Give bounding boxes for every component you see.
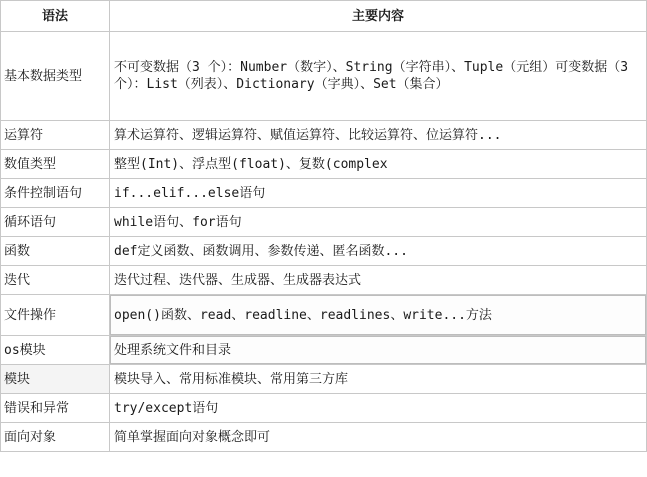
table-row xyxy=(1,423,647,452)
table-row xyxy=(1,150,647,179)
row-syntax: 数值类型 xyxy=(1,150,110,179)
row-syntax: 函数 xyxy=(1,237,110,266)
header-syntax: 语法 xyxy=(1,1,110,32)
row-content: def定义函数、函数调用、参数传递、匿名函数... xyxy=(110,237,647,266)
row-syntax: 运算符 xyxy=(1,121,110,150)
row-content: while语句、for语句 xyxy=(110,208,647,237)
row-content: 算术运算符、逻辑运算符、赋值运算符、比较运算符、位运算符... xyxy=(110,121,647,150)
row-syntax: os模块 xyxy=(1,336,110,365)
row-syntax: 条件控制语句 xyxy=(1,179,110,208)
row-syntax: 文件操作 xyxy=(1,295,110,336)
row-syntax: 循环语句 xyxy=(1,208,110,237)
row-syntax: 模块 xyxy=(1,365,110,394)
header-row xyxy=(1,1,647,32)
row-syntax: 错误和异常 xyxy=(1,394,110,423)
table-row xyxy=(1,266,647,295)
row-content: 模块导入、常用标准模块、常用第三方库 xyxy=(110,365,647,394)
row-content: 整型(Int)、浮点型(float)、复数(complex xyxy=(110,150,647,179)
table-row xyxy=(1,121,647,150)
row-content: 简单掌握面向对象概念即可 xyxy=(110,423,647,452)
row-content: open()函数、read、readline、readlines、write...方法 xyxy=(110,295,647,336)
row-syntax: 迭代 xyxy=(1,266,110,295)
row-content: 迭代过程、迭代器、生成器、生成器表达式 xyxy=(110,266,647,295)
table-row xyxy=(1,394,647,423)
header-content: 主要内容 xyxy=(110,1,647,32)
table-row xyxy=(1,32,647,121)
row-content: 处理系统文件和目录 xyxy=(110,336,647,365)
row-content: if...elif...else语句 xyxy=(110,179,647,208)
table-row xyxy=(1,179,647,208)
table-row xyxy=(1,336,647,365)
table-row xyxy=(1,365,647,394)
row-content: try/except语句 xyxy=(110,394,647,423)
table-row xyxy=(1,295,647,336)
table-row xyxy=(1,208,647,237)
row-syntax: 面向对象 xyxy=(1,423,110,452)
row-syntax: 基本数据类型 xyxy=(1,32,110,121)
row-content: 不可变数据（3 个）：Number（数字）、String（字符串）、Tuple（元组）可变数据（3 个）：List（列表）、Dictionary（字典）、Set（集合） xyxy=(110,32,647,121)
table-row xyxy=(1,237,647,266)
